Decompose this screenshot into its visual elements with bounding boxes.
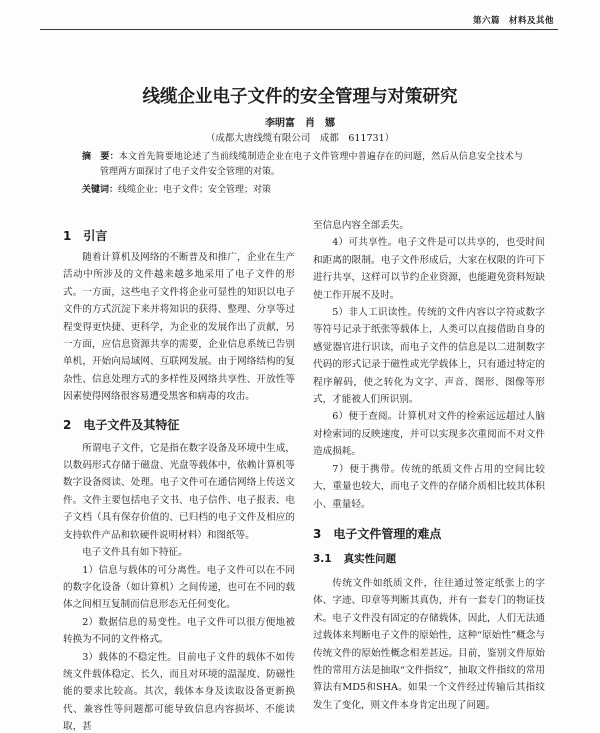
right-column [313, 217, 545, 714]
keywords [82, 183, 523, 198]
paper-title: 线缆企业电子文件的安全管理与对策研究 [142, 87, 458, 107]
section-2-definition: 所谓电子文件，它是指在数字设备及环境中生成，以数码形式存储于磁盘、光盘等载体中，依赖计算机等数字设备阅读、处理。电子文件可在通信网络上传送文件。文件主要包括电子文书、电子信件、电子报表、电子文档（具有保存价值的、已归档的电子文件及相应的支持软件产品和软硬件说明材料）和图纸等。 [63, 442, 295, 541]
section-title: 电子文件管理的难点 [333, 526, 442, 541]
section-1-paragraph: 随着计算机及网络的不断普及和推广，企业在生产活动中所涉及的文件越来越多地采用了电子文件的形式。一方面，这些电子文件将企业可显性的知识以电子文件的方式沉淀下来并将知识的获得、整理、分享等过程变得更快捷、更科学，为企业的发展作出了贡献，另一方面，应信息资源共享的需要，企业信息系统已告别单机，开始向局域网、互联网发展。由于网络结构的复杂性、信息处理方式的多样性及网络共享性、开放性等因素使得网络很容易遭受黑客和病毒的攻击。 [63, 252, 295, 403]
abstract-text: 本文首先简要地论述了当前线缆制造企业在电子文件管理中普遍存在的问题，然后从信息安全技术与管理两方面探讨了电子文件安全管理的对策。 [100, 152, 523, 177]
left-column [63, 217, 295, 733]
feature-item: 2）数据信息的易变性。电子文件可以很方便地被转换为不同的文件格式。 [63, 616, 295, 646]
section-title: 电子文件及其特征 [83, 417, 180, 432]
section-2-heading [63, 416, 295, 436]
feature-item: 3）载体的不稳定性。目前电子文件的载体不如传统文件载体稳定、长久，而且对环境的温湿度、防磁性能的要求比较高。其次，载体本身及读取设备更新换代、兼容性等问题都可能导致信息内容损坏、不能读取，甚 [63, 651, 295, 733]
section-3-heading [313, 525, 545, 545]
feature-item: 7）便于携带。传统的纸质文件占用的空间比较大，重量也较大，而电子文件的存储介质相比较其体积小、重量轻。 [313, 463, 545, 510]
feature-item: 4）可共享性。电子文件是可以共享的，也受时间和距离的限制。电子文件形成后，大家在权限的许可下进行共享，这样可以节约企业资源，也能避免资料短缺使工作开展不及时。 [313, 237, 545, 301]
section-2-lead: 电子文件具有如下特征。 [82, 547, 188, 559]
header-rule [40, 29, 558, 30]
feature-item-continued: 至信息内容全部丢失。 [313, 220, 409, 231]
section-number: 3 [313, 526, 322, 541]
abstract-label: 摘 要： [82, 152, 119, 162]
subsection-3-1-paragraph: 传统文件如纸质文件，往往通过签定纸张上的字体、字迹、印章等判断其真伪，并有一套专门的物证技术。电子文件没有固定的存储载体，因此，人们无法通过载体来判断电子文件的原始性，这种“原始性”概念与传统文件的原始性概念相差甚远。目前，鉴别文件原始性的常用方法是抽取“文件指纹”，抽取文件指纹的常用算法有MD5和SHA。如果一个文件经过传输后其指纹发生了变化，则文件本身肯定出现了问题。 [313, 577, 545, 711]
feature-item: 6）便于查阅。计算机对文件的检索远远超过人脑对检索词的反映速度，并可以实现多次重阅而不对文件造成损耗。 [313, 411, 545, 458]
section-number: 1 [63, 229, 72, 243]
keywords-label: 关键词： [82, 185, 119, 195]
running-header: 第六篇 材料及其他 [472, 16, 554, 26]
subsection-title: 真实性问题 [343, 552, 397, 565]
feature-item: 1）信息与载体的可分离性。电子文件可以在不同的数字化设备（如计算机）之间传递，也可在不同的载体之间相互复制而信息形态无任何变化。 [63, 564, 295, 611]
keywords-text: 线缆企业；电子文件；安全管理；对策 [118, 185, 272, 195]
feature-item: 5）非人工识读性。传统的文件内容以字符或数字等符号记录于纸张等载体上，人类可以直接借助自身的感觉器官进行识读，而电子文件的信息是以二进制数字代码的形式记录于磁性或光学载体上，只有通过特定的程序解码，使之转化为文字、声音、图形、图像等形式，才能被人们所识别。 [313, 307, 545, 406]
abstract [82, 150, 523, 180]
authors: 李明富 肖 娜 [265, 118, 335, 129]
subsection-3-1-heading [313, 551, 545, 569]
subsection-number: 3.1 [313, 552, 332, 565]
section-title: 引言 [83, 229, 108, 243]
section-number: 2 [63, 417, 72, 432]
affiliation: （成都大唐线缆有限公司 成都 611731） [205, 133, 395, 144]
section-1-heading [63, 227, 295, 247]
